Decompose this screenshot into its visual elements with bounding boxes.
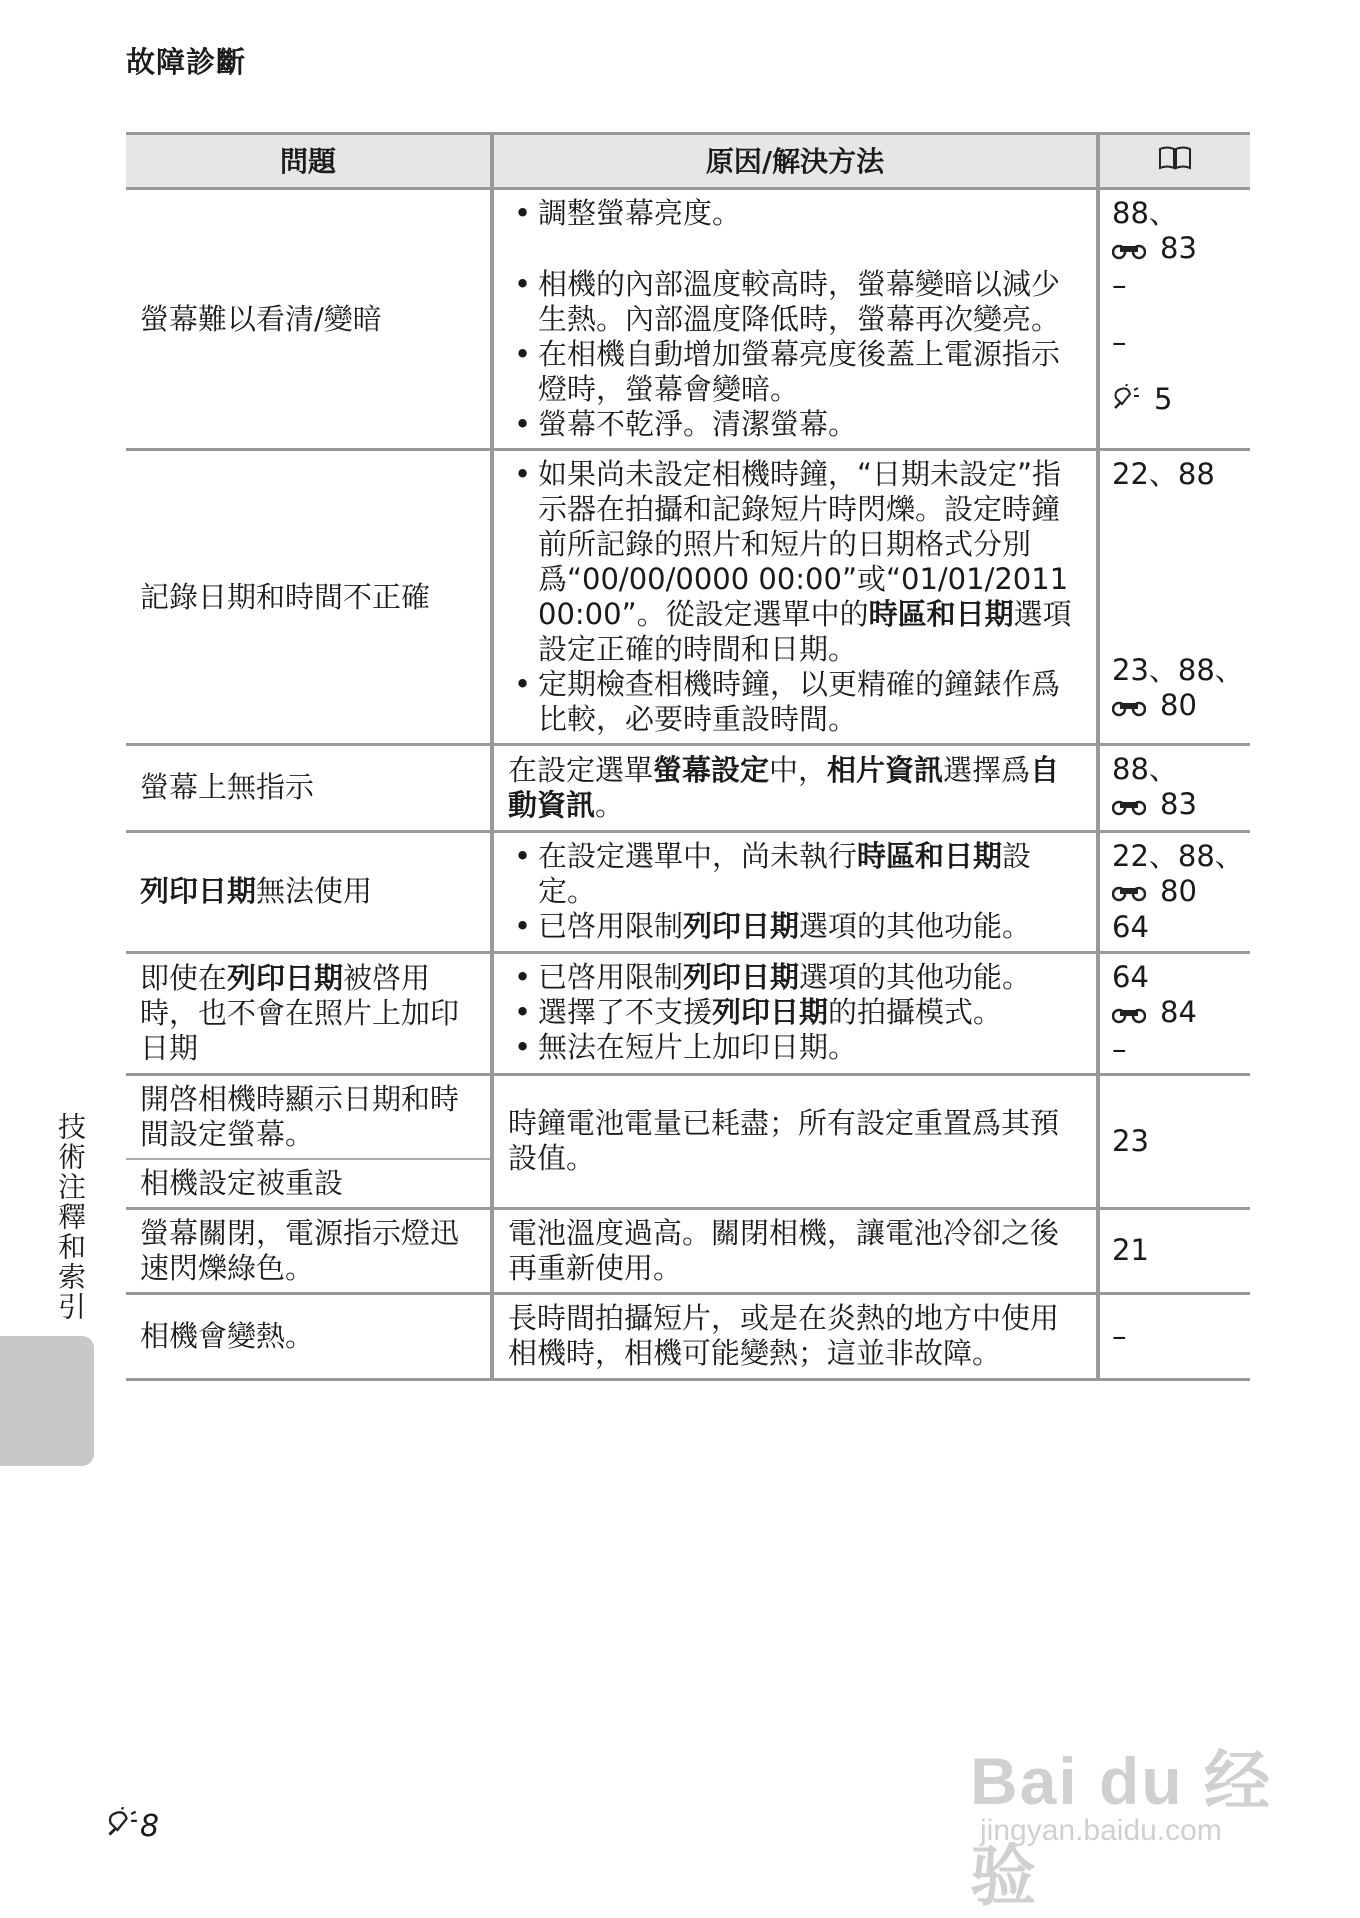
ref-cell: [1098, 745, 1250, 832]
table-row: [126, 1208, 1250, 1293]
text-run: 選擇爲: [943, 752, 1031, 787]
ref-cell: 23: [1098, 1074, 1250, 1208]
ref-cell: 21: [1098, 1208, 1250, 1293]
problem-cell: 開啓相機時顯示日期和時間設定螢幕。: [126, 1074, 492, 1159]
ref-page: 83: [1160, 787, 1197, 821]
solution-bullet: • 定期檢查相機時鐘，以更精確的鐘錶作爲比較，必要時重設時間。: [508, 667, 1084, 737]
lamp-icon: [106, 1807, 138, 1845]
solution-cell: [492, 189, 1098, 450]
text-run: 選項的其他功能。: [799, 960, 1032, 994]
text-run: 在設定選單中，尚未執行: [538, 839, 858, 874]
ref-page: 84: [1160, 995, 1197, 1029]
ref-page: 83: [1160, 231, 1197, 265]
bold-setting: 列印日期: [683, 909, 800, 944]
text-run: 無法使用: [256, 874, 373, 909]
troubleshooting-table: [126, 132, 1250, 1381]
bold-setting: 列印日期: [227, 960, 344, 995]
table-row: [126, 1293, 1250, 1379]
solution-bullet: [508, 839, 1084, 909]
ref-page: 88、: [1112, 752, 1178, 786]
text-run: 中，: [769, 752, 828, 787]
ref-page: 64: [1112, 960, 1149, 994]
binoculars-icon: [1112, 875, 1146, 910]
ref-page: 5: [1154, 381, 1173, 416]
ref-page: 80: [1160, 873, 1197, 908]
table-header-row: [126, 134, 1250, 189]
solution-cell: 長時間拍攝短片，或是在炎熱的地方中使用相機時，相機可能變熱；這並非故障。: [492, 1293, 1098, 1379]
ref-line: [1112, 995, 1246, 1032]
text-run: 即使在: [140, 960, 228, 995]
ref-page: 23、88、: [1112, 653, 1244, 687]
text-run: 已啓用限制: [538, 909, 684, 944]
table-row: [126, 953, 1250, 1075]
ref-page: 22、88、: [1112, 838, 1244, 873]
text-run: 。: [595, 787, 625, 822]
watermark-brand: Bai du 经验: [970, 1744, 1273, 1913]
solution-cell: [492, 953, 1098, 1075]
text-run: 的拍攝模式。: [828, 995, 1003, 1029]
ref-page: 64: [1112, 910, 1149, 944]
bold-setting: 自動資訊: [508, 752, 1060, 822]
ref-line: [1112, 688, 1246, 725]
ref-cell: –: [1098, 1293, 1250, 1379]
solution-bullet: • 相機的內部溫度較高時，螢幕變暗以減少生熱。內部溫度降低時，螢幕再次變亮。: [508, 267, 1084, 337]
solution-bullet: • 調整螢幕亮度。: [508, 196, 1084, 231]
ref-cell: [1098, 831, 1250, 953]
bold-setting: 相片資訊: [827, 752, 944, 787]
bold-setting: 列印日期: [140, 874, 257, 909]
bold-setting: 列印日期: [683, 960, 800, 994]
bold-setting: 時區和日期: [857, 839, 1003, 874]
solution-bullet: [508, 457, 1084, 667]
bold-setting: 列印日期: [712, 995, 829, 1029]
problem-cell: 螢幕關閉，電源指示燈迅速閃爍綠色。: [126, 1208, 492, 1293]
problem-cell: [126, 831, 492, 953]
header-ref: [1098, 134, 1250, 189]
solution-cell: [492, 831, 1098, 953]
problem-cell: 螢幕難以看清/變暗: [126, 189, 492, 450]
ref-cell: [1098, 953, 1250, 1075]
watermark-url: jingyan.baidu.com: [980, 1814, 1222, 1847]
text-run: 選項設定正確的時間和日期。: [538, 597, 1072, 666]
ref-line: [1112, 874, 1246, 911]
page-title: 故障診斷: [126, 45, 247, 79]
lamp-icon: [1112, 383, 1140, 418]
problem-cell: 相機會變熱。: [126, 1293, 492, 1379]
solution-bullet: [508, 960, 1084, 995]
ref-page: 88、: [1112, 196, 1178, 230]
table-row: [126, 189, 1250, 450]
ref-line: [1112, 382, 1246, 419]
text-run: 選擇了不支援: [538, 995, 713, 1029]
solution-bullet: [508, 909, 1084, 944]
text-run: 選項的其他功能。: [799, 909, 1032, 944]
header-problem: 問題: [126, 134, 492, 189]
page-number: 8: [140, 1808, 160, 1844]
text-run: 如果尚未設定相機時鐘，“日期未設定”指示器在拍攝和記錄短片時閃爍。設定時鐘前所記錄的照片和短片的日期格式分別爲“00/00/0000 00:00”或“01/01/2011 00:00”。從設定選單中的: [538, 457, 1069, 631]
binoculars-icon: [1112, 690, 1146, 725]
table-row: [126, 1074, 1250, 1159]
binoculars-icon: [1112, 789, 1146, 824]
header-solution: 原因/解決方法: [492, 134, 1098, 189]
ref-line: [1112, 787, 1246, 824]
text-run: 被啓用時，也不會在照片上加印日期: [140, 960, 460, 1065]
ref-page: 80: [1160, 688, 1197, 722]
bold-setting: 時區和日期: [868, 597, 1014, 631]
table-row: [126, 745, 1250, 832]
solution-cell: 電池溫度過高。關閉相機，讓電池冷卻之後再重新使用。: [492, 1208, 1098, 1293]
solution-bullet: [508, 995, 1084, 1030]
table-row: [126, 831, 1250, 953]
solution-cell: [492, 450, 1098, 745]
solution-bullet: • 螢幕不乾淨。清潔螢幕。: [508, 407, 1084, 442]
problem-cell: 記錄日期和時間不正確: [126, 450, 492, 745]
solution-cell: 時鐘電池電量已耗盡；所有設定重置爲其預設值。: [492, 1074, 1098, 1208]
solution-bullet: • 在相機自動增加螢幕亮度後蓋上電源指示燈時，螢幕會變暗。: [508, 337, 1084, 407]
ref-page: 22、88: [1112, 457, 1215, 491]
ref-line: [1112, 231, 1246, 268]
ref-cell: [1098, 450, 1250, 745]
ref-page: –: [1112, 267, 1127, 302]
problem-cell: [126, 953, 492, 1075]
table-row: [126, 450, 1250, 745]
problem-cell: 相機設定被重設: [126, 1159, 492, 1209]
side-tab-marker: [0, 1336, 94, 1466]
ref-page: –: [1112, 1031, 1127, 1066]
text-run: 設定。: [538, 839, 1032, 909]
solution-bullet: • 無法在短片上加印日期。: [508, 1030, 1084, 1065]
binoculars-icon: [1112, 233, 1146, 268]
bold-setting: 螢幕設定: [653, 752, 770, 787]
page-footer: [106, 1807, 159, 1845]
solution-cell: [492, 745, 1098, 832]
text-run: 已啓用限制: [538, 960, 684, 994]
side-tab-label: 技術注釋和索引: [54, 1112, 87, 1322]
binoculars-icon: [1112, 997, 1146, 1032]
problem-cell: 螢幕上無指示: [126, 745, 492, 832]
watermark: [970, 1690, 1300, 1913]
text-run: 在設定選單: [508, 752, 654, 787]
ref-cell: [1098, 189, 1250, 450]
ref-page: –: [1112, 324, 1127, 359]
book-icon: [1157, 144, 1193, 179]
